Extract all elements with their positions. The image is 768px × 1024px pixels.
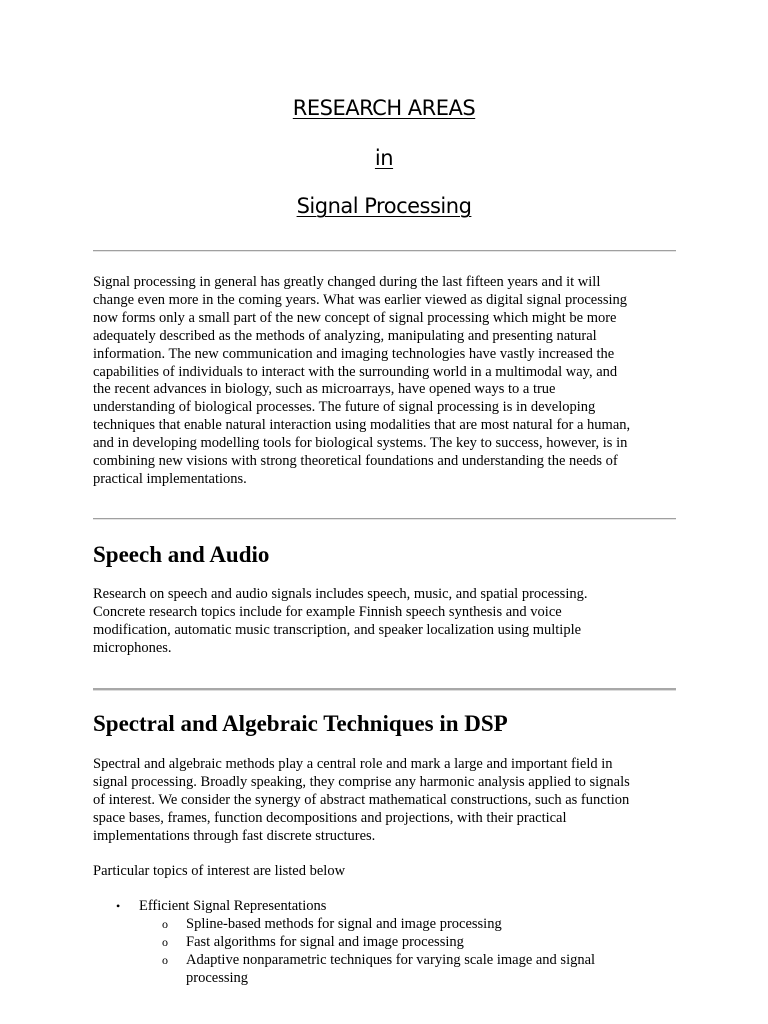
intro-line: Signal processing in general has greatly changed during the last fifteen years and it will	[93, 274, 601, 290]
intro-line: now forms only a small part of the new concept of signal processing which might be more	[93, 309, 617, 326]
intro-line: the recent advances in biology, such as microarrays, have opened ways to a true	[93, 381, 556, 398]
intro-line: adequately described as the methods of analyzing, manipulating and presenting natural	[93, 327, 597, 344]
horizontal-rule	[93, 518, 676, 520]
speech-line: Concrete research topics include for example Finnish speech synthesis and voice	[93, 603, 562, 620]
title-in: in	[374, 146, 394, 170]
sub-list-item-label: Fast algorithms for signal and image processing	[186, 933, 464, 950]
list-item	[93, 898, 676, 916]
speech-paragraph	[93, 586, 676, 658]
sub-list-item-label: Adaptive nonparametric techniques for varying scale image and signal	[186, 951, 596, 968]
topics-intro-text: Particular topics of interest are listed below	[93, 863, 346, 879]
intro-line: combining new visions with strong theoretical foundations and understanding the needs of	[93, 453, 618, 470]
spectral-paragraph	[93, 756, 676, 846]
intro-line: techniques that enable natural interaction using modalities that are most natural for a human,	[93, 417, 631, 434]
sub-list-item-label: Spline-based methods for signal and image processing	[186, 915, 502, 932]
topics-intro	[93, 863, 676, 881]
bullet-marker: •	[116, 899, 121, 913]
spectral-line: signal processing. Broadly speaking, they comprise any harmonic analysis applied to signals	[93, 773, 630, 790]
spectral-line: implementations through fast discrete structures.	[93, 827, 376, 844]
speech-line: modification, automatic music transcription, and speaker localization using multiple	[93, 621, 582, 638]
topic-list	[93, 898, 676, 988]
intro-line: information. The new communication and imaging technologies have vastly increased the	[93, 345, 615, 362]
title-research-areas: RESEARCH AREAS	[292, 96, 476, 120]
intro-paragraph	[93, 274, 676, 489]
speech-line: microphones.	[93, 639, 172, 656]
sub-bullet-marker: o	[162, 952, 168, 967]
sub-bullet-marker: o	[162, 934, 168, 949]
sub-list-item	[93, 952, 676, 988]
sub-list-item	[93, 934, 676, 952]
sub-bullet-marker: o	[162, 916, 168, 931]
sub-list-item-continuation: processing	[186, 969, 249, 986]
section-heading-speech-audio: Speech and Audio	[93, 542, 270, 567]
sub-list-item	[93, 916, 676, 934]
spectral-line: of interest. We consider the synergy of abstract mathematical constructions, such as function	[93, 791, 630, 808]
intro-line: and in developing modelling tools for biological systems. The key to success, however, is in	[93, 435, 628, 452]
intro-line: practical implementations.	[93, 470, 247, 487]
section-heading-spectral-dsp: Spectral and Algebraic Techniques in DSP	[93, 711, 508, 736]
title-signal-processing: Signal Processing	[296, 194, 472, 218]
horizontal-rule	[93, 250, 676, 252]
intro-line: capabilities of individuals to interact with the surrounding world in a multimodal way, and	[93, 363, 618, 380]
spectral-line: Spectral and algebraic methods play a central role and mark a large and important field in	[93, 756, 613, 772]
intro-line: understanding of biological processes. The future of signal processing is in developing	[93, 399, 596, 416]
list-item-label: Efficient Signal Representations	[139, 898, 327, 914]
horizontal-rule	[93, 688, 676, 691]
spectral-line: space bases, frames, function decompositions and projections, with their practical	[93, 809, 567, 826]
speech-line: Research on speech and audio signals includes speech, music, and spatial processing.	[93, 586, 588, 602]
intro-line: change even more in the coming years. What was earlier viewed as digital signal processing	[93, 291, 628, 308]
